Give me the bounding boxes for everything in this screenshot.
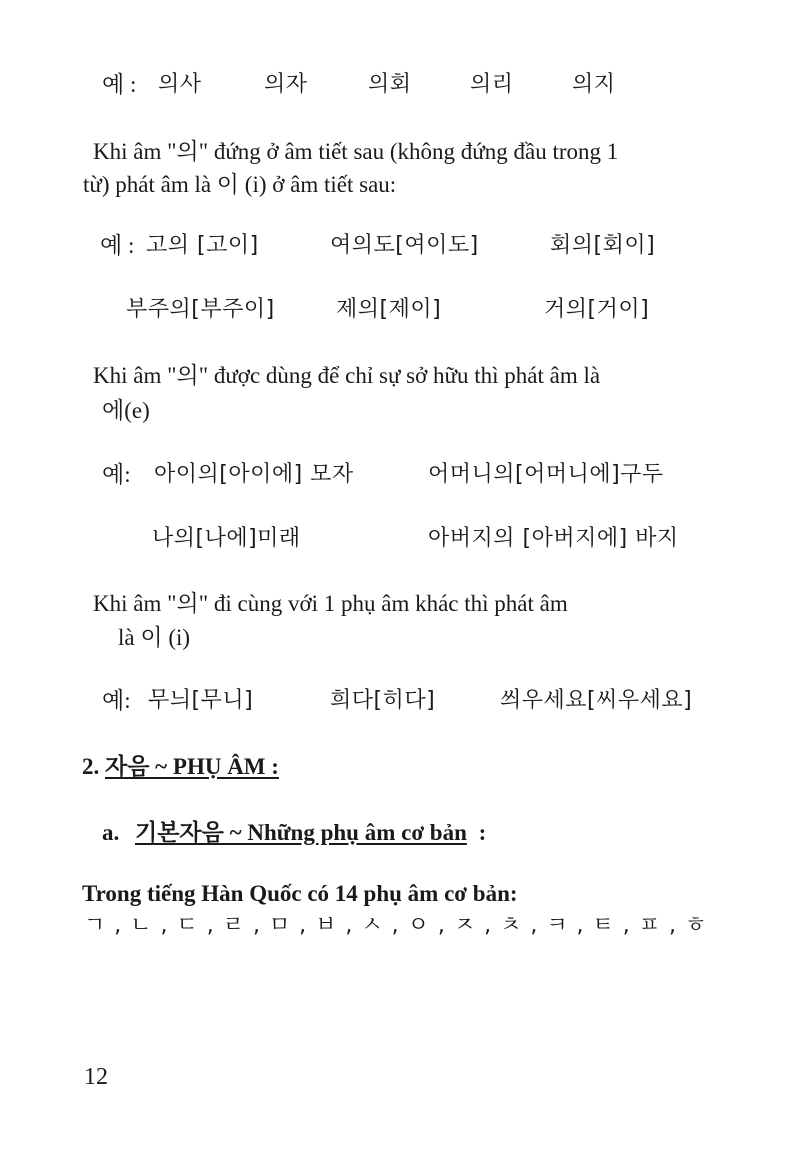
subsection-heading [102, 818, 486, 848]
section-title: 자음 ~ PHỤ ÂM : [105, 754, 279, 779]
consonants-intro: Trong tiếng Hàn Quốc có 14 phụ âm cơ bản: [82, 881, 518, 906]
example-word: 의지 [572, 72, 616, 97]
example-word: 부주의[부주이] [126, 297, 275, 322]
paragraph-2-line-1: Khi âm "의" được dùng để chỉ sự sở hữu thì phát âm là [93, 363, 601, 388]
example-word: 의회 [368, 72, 412, 97]
example-word: 희다[히다] [330, 688, 436, 713]
example-label: 예 : [102, 72, 137, 97]
example-word: 제의[제이] [336, 297, 442, 322]
example-word: 거의[거이] [544, 297, 650, 322]
section-heading [82, 752, 279, 782]
page-number: 12 [84, 1064, 108, 1090]
example-word: 고의 [고이] [146, 233, 259, 258]
example-word: 회의[회이] [550, 233, 656, 258]
paragraph-2-line-2: 에(e) [102, 398, 150, 423]
example-label: 예: [102, 688, 131, 713]
example-word: 씌우세요[씨우세요] [500, 688, 693, 713]
example-word: 무늬[무니] [148, 688, 254, 713]
example-phrase: 아이의[아이에] 모자 [154, 462, 354, 487]
example-word: 여의도[여이도] [330, 233, 479, 258]
example-label: 예 : [100, 233, 135, 258]
paragraph-3-line-2: là 이 (i) [118, 625, 191, 650]
subsection-colon: : [478, 820, 487, 845]
example-word: 의사 [158, 72, 202, 97]
example-word: 의리 [470, 72, 514, 97]
section-number: 2. [82, 754, 100, 779]
paragraph-3-line-1: Khi âm "의" đi cùng với 1 phụ âm khác thì phát âm [93, 591, 568, 616]
example-word: 의자 [264, 72, 308, 97]
example-phrase: 나의[나에]미래 [152, 526, 301, 551]
subsection-letter: a. [102, 820, 120, 845]
paragraph-1-line-2: từ) phát âm là 이 (i) ở âm tiết sau: [83, 172, 397, 197]
example-phrase: 어머니의[어머니에]구두 [428, 462, 664, 487]
consonant-list: ㄱ , ㄴ , ㄷ , ㄹ , ㅁ , ㅂ , ㅅ , ㅇ , ㅈ , ㅊ , ㅋ , ㅌ , ㅍ , ㅎ [84, 913, 708, 938]
example-label: 예: [102, 462, 131, 487]
example-phrase: 아버지의 [아버지에] 바지 [428, 526, 679, 551]
paragraph-1-line-1: Khi âm "의" đứng ở âm tiết sau (không đứng đầu trong 1 [93, 139, 619, 164]
subsection-title: 기본자음 ~ Những phụ âm cơ bản [135, 820, 467, 845]
